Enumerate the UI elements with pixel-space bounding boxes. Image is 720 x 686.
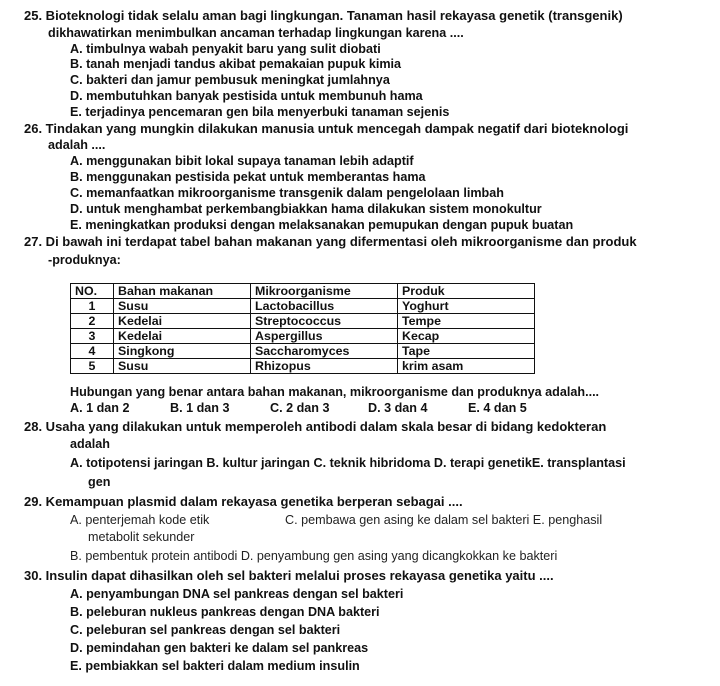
q28-stem-line1: 28. Usaha yang dilakukan untuk memperoleh antibodi dalam skala besar di bidang kedokteran — [24, 419, 607, 434]
table-row — [71, 329, 535, 344]
q27-option-c: C. 2 dan 3 — [270, 401, 330, 415]
q30-option-b: B. peleburan nukleus pankreas dengan DNA bakteri — [70, 605, 380, 619]
q26-option-e: E. meningkatkan produksi dengan melaksanakan pemupukan dengan pupuk buatan — [70, 218, 574, 232]
q27-stem-line2: -produknya: — [48, 253, 121, 267]
q29-option-e-cont: metabolit sekunder — [88, 530, 195, 544]
table-row — [71, 359, 535, 374]
q29-option-b-d: B. pembentuk protein antibodi D. penyambung gen asing yang dicangkokkan ke bakteri — [70, 549, 558, 563]
q26-option-b: B. menggunakan pestisida pekat untuk memberantas hama — [70, 170, 426, 184]
table-row — [71, 299, 535, 314]
q25-option-e: E. terjadinya pencemaran gen bila menyerbuki tanaman sejenis — [70, 105, 450, 119]
table-cell: Susu — [114, 299, 251, 314]
q26-option-d: D. untuk menghambat perkembangbiakkan hama dilakukan sistem monokultur — [70, 202, 542, 216]
q30-option-c: C. peleburan sel pankreas dengan sel bakteri — [70, 623, 341, 637]
table-cell: Rhizopus — [251, 359, 398, 374]
table-cell: Tempe — [398, 314, 535, 329]
q30-stem: 30. Insulin dapat dihasilkan oleh sel bakteri melalui proses rekayasa genetika yaitu .... — [24, 568, 554, 583]
table-cell: Streptococcus — [251, 314, 398, 329]
table-header-row — [71, 284, 535, 299]
q29-option-c-e: C. pembawa gen asing ke dalam sel bakteri E. penghasil — [285, 513, 603, 527]
q25-option-a: A. timbulnya wabah penyakit baru yang sulit diobati — [70, 42, 381, 56]
table-cell: Aspergillus — [251, 329, 398, 344]
table-cell: Kedelai — [114, 314, 251, 329]
q26-stem-line1: 26. Tindakan yang mungkin dilakukan manusia untuk mencegah dampak negatif dari bioteknologi — [24, 121, 629, 136]
q25-option-d: D. membutuhkan banyak pestisida untuk membunuh hama — [70, 89, 423, 103]
table-row — [71, 344, 535, 359]
table-cell: Yoghurt — [398, 299, 535, 314]
table-cell: Tape — [398, 344, 535, 359]
q26-stem-line2: adalah .... — [48, 138, 106, 152]
q28-options-line2: gen — [88, 475, 111, 489]
table-header-cell: Mikroorganisme — [251, 284, 398, 299]
q27-option-a: A. 1 dan 2 — [70, 401, 130, 415]
table-cell: Susu — [114, 359, 251, 374]
q30-option-e: E. pembiakkan sel bakteri dalam medium insulin — [70, 659, 360, 673]
table-cell: 4 — [71, 344, 114, 359]
table-cell: Kedelai — [114, 329, 251, 344]
table-header-cell: NO. — [71, 284, 114, 299]
table-cell: Lactobacillus — [251, 299, 398, 314]
q28-options-line1: A. totipotensi jaringan B. kultur jaringan C. teknik hibridoma D. terapi genetikE. transplantasi — [70, 456, 626, 470]
table-cell: 1 — [71, 299, 114, 314]
table-cell: 5 — [71, 359, 114, 374]
fermentation-table — [70, 283, 535, 374]
q30-option-a: A. penyambungan DNA sel pankreas dengan sel bakteri — [70, 587, 404, 601]
table-row — [71, 314, 535, 329]
q27-prompt: Hubungan yang benar antara bahan makanan, mikroorganisme dan produknya adalah.... — [70, 385, 600, 399]
table-cell: krim asam — [398, 359, 535, 374]
q29-option-a: A. penterjemah kode etik — [70, 513, 210, 527]
table-cell: Saccharomyces — [251, 344, 398, 359]
q25-stem-line2: dikhawatirkan menimbulkan ancaman terhadap lingkungan karena .... — [48, 26, 464, 40]
q27-option-b: B. 1 dan 3 — [170, 401, 230, 415]
q25-option-b: B. tanah menjadi tandus akibat pemakaian pupuk kimia — [70, 57, 402, 71]
table-header-cell: Bahan makanan — [114, 284, 251, 299]
q27-option-d: D. 3 dan 4 — [368, 401, 428, 415]
q28-stem-line2: adalah — [70, 437, 110, 451]
q29-stem: 29. Kemampuan plasmid dalam rekayasa genetika berperan sebagai .... — [24, 494, 463, 509]
q27-stem-line1: 27. Di bawah ini terdapat tabel bahan makanan yang difermentasi oleh mikroorganisme dan produk — [24, 234, 637, 249]
table-header-cell: Produk — [398, 284, 535, 299]
q26-option-a: A. menggunakan bibit lokal supaya tanaman lebih adaptif — [70, 154, 414, 168]
table-cell: 3 — [71, 329, 114, 344]
table-cell: 2 — [71, 314, 114, 329]
q27-option-e: E. 4 dan 5 — [468, 401, 527, 415]
q30-option-d: D. pemindahan gen bakteri ke dalam sel pankreas — [70, 641, 369, 655]
q25-option-c: C. bakteri dan jamur pembusuk meningkat jumlahnya — [70, 73, 390, 87]
q25-stem-line1: 25. Bioteknologi tidak selalu aman bagi lingkungan. Tanaman hasil rekayasa genetik (transgenik) — [24, 8, 623, 23]
q26-option-c: C. memanfaatkan mikroorganisme transgenik dalam pengelolaan limbah — [70, 186, 504, 200]
table-cell: Singkong — [114, 344, 251, 359]
table-cell: Kecap — [398, 329, 535, 344]
